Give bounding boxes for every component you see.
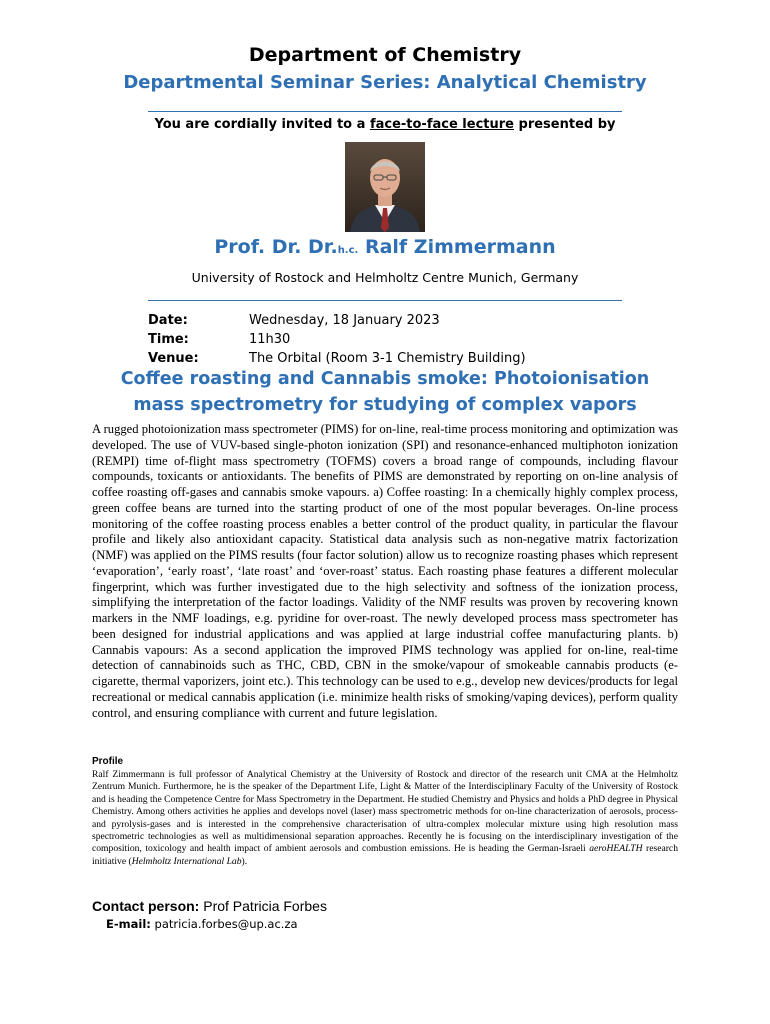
invitation-line xyxy=(0,117,770,132)
middle-divider xyxy=(148,300,622,301)
contact-label: Contact person: xyxy=(92,898,200,914)
talk-abstract: A rugged photoionization mass spectrometer (PIMS) for on-line, real-time process monitoring and optimization was developed. The use of VUV-based single-photon ionization (SPI) and resonance-enhanced multiphoton ionization (REMPI) time of-flight mass spectrometry (TOFMS) covers a broad range of compounds, including flavour compounds, toxicants or antioxidants. The benefits of PIMS are demonstrated by reporting on on-line analysis of coffee roasting off-gases and cannabis smoke vapours. a) Coffee roasting: In a chemically highly complex process, green coffee beans are turned into the starting product of one of the most popular beverages. On-line process monitoring of the coffee roasting process enables a better control of the product quality, in particular the flavour profile and likely also antioxidant capacity. Statistical data analysis such as non-negative matrix factorization (NMF) was applied on the PIMS results (four factor solution) allow us to recognize roasting phases which represent ‘evaporation’, ‘early roast’, ‘late roast’ and ‘over-roast’ status. Each roasting phase features a different molecular fingerprint, which was further investigated due to the high selectivity and softness of the ionization process, simplifying the interpretation of the factor loadings. Validity of the NMF results was proven by recovering known markers in the NMF loadings, e.g. pyridine for over-roast. The newly developed process mass spectrometer has been designed for industrial applications and was applied at large industrial coffee manufacturing plants. b) Cannabis vapours: As a second application the improved PIMS technology was applied for on-line, real-time detection of cannabinoids such as THC, CBD, CBN in the smoke/vapour of smokeable cannabis products (e-cigarette, thermal vaporizers, joint etc.). This technology can be used to e.g., develop new devices/products for legal recreational or medical cannabis application (i.e. minimize health risks of smoking/vaping devices), perform quality control, and ensuring compliance with current and future legislation. xyxy=(92,422,678,720)
event-details xyxy=(148,311,526,368)
speaker-photo xyxy=(345,142,425,232)
profile-heading: Profile xyxy=(92,756,124,767)
talk-title xyxy=(0,366,770,418)
profile-main: Ralf Zimmermann is full professor of Analytical Chemistry at the University of Rostock and director of the research unit CMA at the Helmholtz Zentrum Munich. Furthermore, he is the speaker of the Department Life, Light & Matter of the Interdisciplinary Faculty of the University of Rostock and is heading the Competence Centre for Mass Spectrometry in the Department. He studied Chemistry and Physics and holds a PhD degree in Physical Chemistry. Among others activities he applies and develops novel (laser) mass spectrometric methods for on-line characterization of aerosols, process- and pyrolysis-gases and is interested in the comprehensive characterisation of ultra-complex molecular mixture using high resolution mass spectrometric technologies as well as multidimensional separation approaches. Recently he is focusing on the interdisciplinary investigation of the composition, toxicology and health impact of ambient aerosols and combustion emissions. He is heading the German-Israeli xyxy=(92,769,678,855)
talk-title-line2: mass spectrometry for studying of complex vapors xyxy=(133,395,637,415)
venue-label: Venue: xyxy=(148,351,199,366)
date-value: Wednesday, 18 January 2023 xyxy=(249,313,440,328)
date-row xyxy=(148,311,526,330)
profile-italic-aerohealth: aeroHEALTH xyxy=(589,843,643,855)
contact-name: Prof Patricia Forbes xyxy=(199,898,327,914)
time-row xyxy=(148,330,526,349)
date-label: Date: xyxy=(148,313,188,328)
top-divider xyxy=(148,111,622,112)
venue-value: The Orbital (Room 3-1 Chemistry Building) xyxy=(249,351,526,366)
time-value: 11h30 xyxy=(249,332,291,347)
profile-mid: research initiative ( xyxy=(92,843,678,867)
talk-title-line1: Coffee roasting and Cannabis smoke: Photoionisation xyxy=(120,369,650,389)
contact-email xyxy=(106,917,298,931)
speaker-name-prefix: Prof. Dr. Dr. xyxy=(214,236,338,258)
department-heading: Department of Chemistry xyxy=(248,44,522,66)
speaker-name xyxy=(0,236,770,258)
profile-end: ). xyxy=(241,855,248,867)
email-label: E-mail: xyxy=(106,917,151,931)
email-address[interactable]: patricia.forbes@up.ac.za xyxy=(150,917,298,931)
speaker-affiliation: University of Rostock and Helmholtz Centre Munich, Germany xyxy=(191,270,579,285)
seminar-series-title: Departmental Seminar Series: Analytical Chemistry xyxy=(123,72,647,93)
invite-suffix: presented by xyxy=(513,117,616,132)
invite-underlined: face-to-face lecture xyxy=(369,117,514,132)
time-label: Time: xyxy=(148,332,189,347)
invite-prefix: You are cordially invited to a xyxy=(154,117,370,132)
speaker-honorary: h.c. xyxy=(337,245,359,256)
speaker-name-suffix: Ralf Zimmermann xyxy=(358,236,556,258)
contact-person xyxy=(92,898,327,914)
profile-text xyxy=(92,769,678,868)
profile-italic-lab: Helmholtz International Lab xyxy=(131,855,242,867)
